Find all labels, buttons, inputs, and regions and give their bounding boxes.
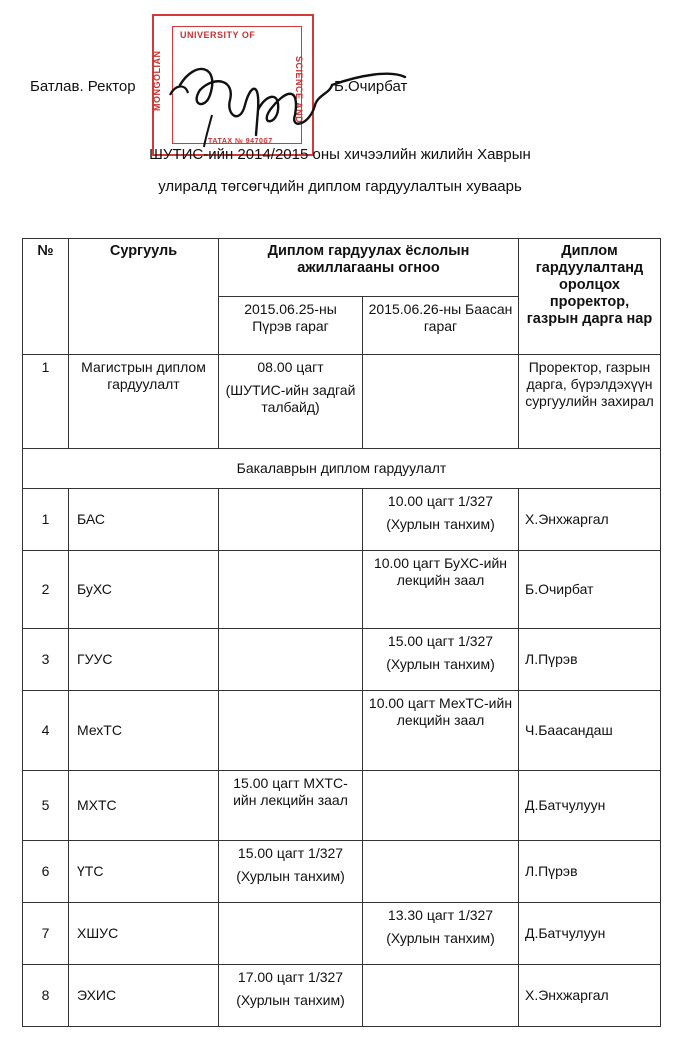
- stamp-left-text: MONGOLIAN: [152, 50, 162, 111]
- row-date2: [363, 965, 519, 1027]
- master-date1: [219, 355, 363, 449]
- approval-label: Батлав. Ректор: [30, 78, 136, 95]
- master-responsible: Проректор, газрын дарга, бүрэлдэхүүн сургуулийн захирал: [519, 355, 661, 449]
- row-school: МХТС: [69, 771, 219, 841]
- table-row: [23, 551, 661, 629]
- row-num: 7: [23, 903, 69, 965]
- table-row: [23, 489, 661, 551]
- row-date1: [219, 629, 363, 691]
- bachelor-section-row: [23, 449, 661, 489]
- row-date2: [363, 691, 519, 771]
- stamp-top-text: UNIVERSITY OF: [180, 30, 256, 40]
- row-num: 8: [23, 965, 69, 1027]
- row-date2-time: 10.00 цагт МехТС-ийн лекцийн заал: [368, 695, 513, 728]
- row-date1-place: (Хурлын танхим): [236, 992, 345, 1008]
- row-date2: [363, 841, 519, 903]
- signature: [160, 55, 420, 150]
- row-num: 4: [23, 691, 69, 771]
- row-date2: [363, 489, 519, 551]
- row-school: БуХС: [69, 551, 219, 629]
- row-date1: [219, 551, 363, 629]
- row-school: БАС: [69, 489, 219, 551]
- row-school: ГУУС: [69, 629, 219, 691]
- row-num: 2: [23, 551, 69, 629]
- row-responsible: Д.Батчулуун: [519, 903, 661, 965]
- row-responsible: Х.Энхжаргал: [519, 489, 661, 551]
- header-num: №: [23, 239, 69, 355]
- document-title-line1: ШУТИС-ийн 2014/2015 оны хичээлийн жилийн Хаврын: [149, 146, 531, 163]
- row-date2: [363, 629, 519, 691]
- table-row: [23, 903, 661, 965]
- row-date1: [219, 965, 363, 1027]
- approval-name: Б.Очирбат: [334, 78, 408, 95]
- table-row: [23, 691, 661, 771]
- header-date-group: Диплом гардуулах ёслолын ажиллагааны огноо: [219, 239, 519, 297]
- master-place: (ШУТИС-ийн задгай талбайд): [225, 382, 356, 415]
- row-date1: [219, 489, 363, 551]
- master-row: [23, 355, 661, 449]
- row-num: 3: [23, 629, 69, 691]
- schedule-table: [22, 238, 661, 1027]
- stamp-bottom-text: ТАТАХ № 9470б7: [208, 138, 273, 145]
- bachelor-section-title: Бакалаврын диплом гардуулалт: [23, 449, 661, 489]
- row-responsible: Х.Энхжаргал: [519, 965, 661, 1027]
- row-date2: [363, 771, 519, 841]
- row-date1: [219, 771, 363, 841]
- row-responsible: Ч.Баасандаш: [519, 691, 661, 771]
- document-title-line2: улиралд төгсөгчдийн диплом гардуулалтын хуваарь: [158, 178, 522, 195]
- row-date2: [363, 551, 519, 629]
- master-date2: [363, 355, 519, 449]
- row-date2-place: (Хурлын танхим): [386, 930, 495, 946]
- table-row: [23, 771, 661, 841]
- stamp-right-text: SCIENCE AND: [294, 56, 304, 124]
- row-school: ЭХИС: [69, 965, 219, 1027]
- row-date1: [219, 841, 363, 903]
- master-school: Магистрын диплом гардуулалт: [69, 355, 219, 449]
- row-date1-place: (Хурлын танхим): [236, 868, 345, 884]
- table-row: [23, 629, 661, 691]
- row-date2-place: (Хурлын танхим): [386, 656, 495, 672]
- header-responsible: Диплом гардуулалтанд оролцох проректор, газрын дарга нар: [519, 239, 661, 355]
- row-date1-time: 15.00 цагт 1/327: [237, 845, 344, 861]
- row-date2-time: 10.00 цагт БуХС-ийн лекцийн заал: [373, 555, 508, 588]
- row-responsible: Л.Пүрэв: [519, 841, 661, 903]
- row-date2-time: 13.30 цагт 1/327: [387, 907, 494, 923]
- row-date1-time: 15.00 цагт МХТС-ийн лекцийн заал: [233, 775, 348, 808]
- row-date1-time: 17.00 цагт 1/327: [237, 969, 344, 985]
- row-date2-time: 10.00 цагт 1/327: [387, 493, 494, 509]
- row-responsible: Д.Батчулуун: [519, 771, 661, 841]
- row-date1: [219, 691, 363, 771]
- row-date1: [219, 903, 363, 965]
- row-date2: [363, 903, 519, 965]
- row-date2-time: 15.00 цагт 1/327: [387, 633, 494, 649]
- header-date2: 2015.06.26-ны Баасан гараг: [363, 297, 519, 355]
- row-num: 6: [23, 841, 69, 903]
- row-date2-place: (Хурлын танхим): [386, 516, 495, 532]
- header-school: Сургууль: [69, 239, 219, 355]
- row-responsible: Л.Пүрэв: [519, 629, 661, 691]
- table-row: [23, 965, 661, 1027]
- row-school: ҮТС: [69, 841, 219, 903]
- row-school: МехТС: [69, 691, 219, 771]
- row-num: 1: [23, 489, 69, 551]
- header-date1: 2015.06.25-ны Пүрэв гараг: [219, 297, 363, 355]
- row-num: 5: [23, 771, 69, 841]
- header-row: [23, 239, 661, 297]
- table-row: [23, 841, 661, 903]
- row-responsible: Б.Очирбат: [519, 551, 661, 629]
- master-time: 08.00 цагт: [257, 359, 324, 375]
- row-school: ХШУС: [69, 903, 219, 965]
- master-num: 1: [23, 355, 69, 449]
